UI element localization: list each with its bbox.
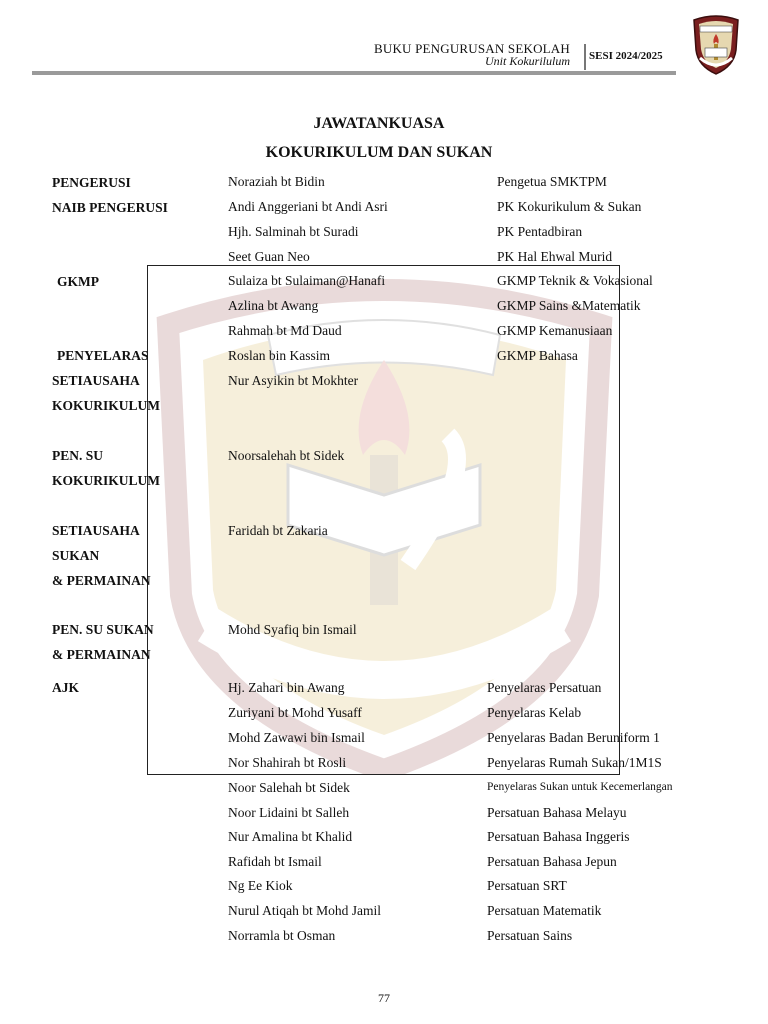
role-pengerusi: PENGERUSI bbox=[52, 175, 131, 190]
role-setiausaha-2: SETIAUSAHA bbox=[52, 523, 140, 538]
role-sukan: SUKAN bbox=[52, 548, 100, 563]
role-penyelaras: PENYELARAS bbox=[57, 348, 149, 363]
role-pen-su: PEN. SU bbox=[52, 448, 104, 463]
ajk-position: Persatuan Sains bbox=[487, 928, 573, 943]
role-ajk: AJK bbox=[52, 680, 79, 695]
ajk-position: Persatuan SRT bbox=[487, 878, 567, 893]
member-position: GKMP Sains &Matematik bbox=[497, 298, 641, 313]
role-kokurikulum-2: KOKURIKULUM bbox=[52, 473, 160, 488]
ajk-position: Persatuan Bahasa Melayu bbox=[487, 805, 627, 820]
ajk-name: Rafidah bt Ismail bbox=[228, 854, 322, 869]
ajk-position: Persatuan Bahasa Inggeris bbox=[487, 829, 630, 844]
role-permainan: & PERMAINAN bbox=[52, 573, 151, 588]
member-position: PK Hal Ehwal Murid bbox=[497, 249, 613, 264]
member-name: Andi Anggeriani bt Andi Asri bbox=[228, 199, 388, 214]
ajk-position: Persatuan Bahasa Jepun bbox=[487, 854, 617, 869]
member-position: PK Kokurikulum & Sukan bbox=[497, 199, 642, 214]
ajk-name: Mohd Zawawi bin Ismail bbox=[228, 730, 365, 745]
member-position: GKMP Bahasa bbox=[497, 348, 578, 363]
ajk-position: Penyelaras Kelab bbox=[487, 705, 582, 720]
member-name: Noorsalehah bt Sidek bbox=[228, 448, 345, 463]
role-pen-su-sukan: PEN. SU SUKAN bbox=[52, 622, 154, 637]
member-name: Faridah bt Zakaria bbox=[228, 523, 328, 538]
ajk-name: Nurul Atiqah bt Mohd Jamil bbox=[228, 903, 381, 918]
header-rule bbox=[32, 71, 676, 75]
ajk-name: Hj. Zahari bin Awang bbox=[228, 680, 345, 695]
ajk-name: Nur Amalina bt Khalid bbox=[228, 829, 353, 844]
member-name: Nur Asyikin bt Mokhter bbox=[228, 373, 359, 388]
member-name: Roslan bin Kassim bbox=[228, 348, 331, 363]
ajk-name: Ng Ee Kiok bbox=[228, 878, 293, 893]
header-subtitle: Unit Kokurilulum bbox=[484, 54, 570, 68]
role-gkmp: GKMP bbox=[57, 274, 99, 289]
page-number: 77 bbox=[378, 991, 390, 1005]
role-naib-pengerusi: NAIB PENGERUSI bbox=[52, 200, 168, 215]
role-permainan-2: & PERMAINAN bbox=[52, 647, 151, 662]
member-position: Pengetua SMKTPM bbox=[497, 174, 607, 189]
heading-committee: JAWATANKUASA bbox=[313, 115, 445, 132]
member-name: Seet Guan Neo bbox=[228, 249, 310, 264]
header-divider bbox=[584, 44, 586, 70]
ajk-position: Penyelaras Badan Beruniform 1 bbox=[487, 730, 660, 745]
ajk-position: Penyelaras Persatuan bbox=[487, 680, 602, 695]
member-position: GKMP Kemanusiaan bbox=[497, 323, 613, 338]
header-session: SESI 2024/2025 bbox=[589, 50, 663, 62]
member-name: Noraziah bt Bidin bbox=[228, 174, 325, 189]
header-title: BUKU PENGURUSAN SEKOLAH bbox=[373, 41, 570, 56]
ajk-name: Nor Shahirah bt Rosli bbox=[228, 755, 347, 770]
ajk-name: Zuriyani bt Mohd Yusaff bbox=[228, 705, 362, 720]
member-name: Rahmah bt Md Daud bbox=[228, 323, 342, 338]
role-setiausaha: SETIAUSAHA bbox=[52, 373, 140, 388]
ajk-name: Noor Lidaini bt Salleh bbox=[228, 805, 350, 820]
member-name: Hjh. Salminah bt Suradi bbox=[228, 224, 359, 239]
heading-cocurriculum: KOKURIKULUM DAN SUKAN bbox=[265, 144, 493, 161]
member-position: PK Pentadbiran bbox=[497, 224, 583, 239]
ajk-position: Persatuan Matematik bbox=[487, 903, 602, 918]
ajk-position: Penyelaras Sukan untuk Kecemerlangan bbox=[487, 781, 673, 793]
ajk-name: Norramla bt Osman bbox=[228, 928, 336, 943]
member-name: Sulaiza bt Sulaiman@Hanafi bbox=[228, 273, 386, 288]
member-name: Azlina bt Awang bbox=[228, 298, 319, 313]
role-kokurikulum: KOKURIKULUM bbox=[52, 398, 160, 413]
member-position: GKMP Teknik & Vokasional bbox=[497, 273, 653, 288]
school-crest-icon bbox=[690, 14, 742, 76]
ajk-position: Penyelaras Rumah Sukan/1M1S bbox=[487, 755, 662, 770]
box-outline bbox=[147, 265, 620, 775]
ajk-name: Noor Salehah bt Sidek bbox=[228, 780, 350, 795]
member-name: Mohd Syafiq bin Ismail bbox=[228, 622, 357, 637]
